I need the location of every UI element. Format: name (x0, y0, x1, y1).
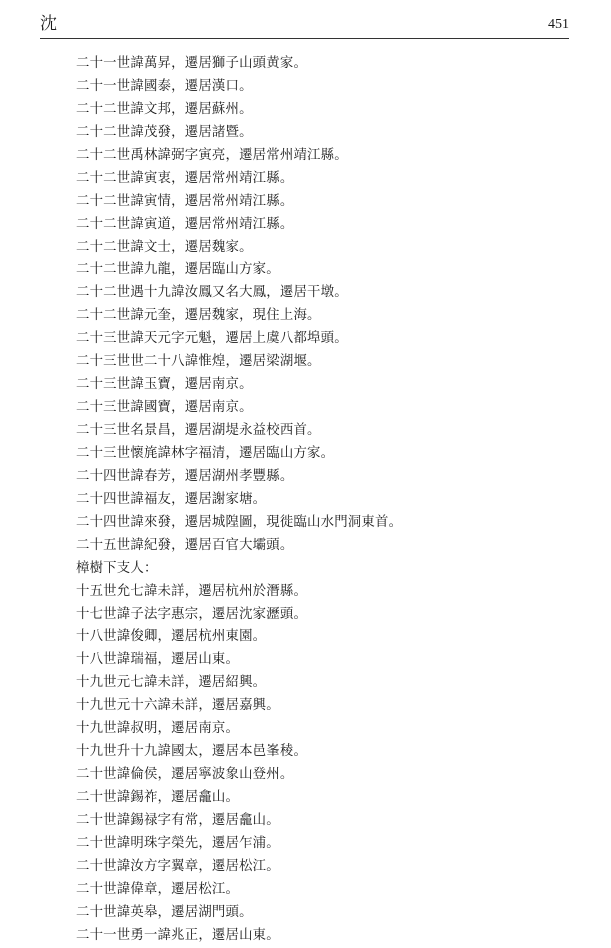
page-header (40, 12, 569, 38)
genealogy-entry: 十八世諱俊卿，遷居杭州東園。 (76, 629, 267, 645)
genealogy-entry: 二十世諱明珠字榮先，遷居乍浦。 (76, 835, 280, 851)
genealogy-entry: 二十三世諱玉寶，遷居南京。 (76, 377, 253, 393)
genealogy-entry: 二十世諱倫侯，遷居寧波象山登州。 (76, 767, 294, 783)
genealogy-entry: 二十二世諱寅衷，遷居常州靖江縣。 (76, 170, 294, 186)
genealogy-entry: 二十世諱汝方字翼章，遷居松江。 (76, 858, 280, 874)
genealogy-entry: 二十一世諱國泰，遷居漢口。 (76, 78, 253, 94)
genealogy-entry: 十九世元七諱未詳，遷居紹興。 (76, 675, 267, 691)
genealogy-entry: 二十三世諱國寶，遷居南京。 (76, 400, 253, 416)
genealogy-entry: 二十一世勇一諱兆正，遷居山東。 (76, 927, 280, 943)
genealogy-entry: 二十世諱錫禄字有常，遷居龕山。 (76, 812, 280, 828)
genealogy-entry: 二十二世禹林諱弼字寅亮，遷居常州靖江縣。 (76, 147, 348, 163)
genealogy-entry: 二十四世諱福友，遷居謝家塘。 (76, 491, 267, 507)
running-head-surname: 沈 (40, 14, 57, 34)
genealogy-entry: 二十五世諱紀發，遷居百官大壩頭。 (76, 537, 294, 553)
genealogy-entry: 二十三世諱天元字元魁，遷居上虞八都埠頭。 (76, 331, 348, 347)
genealogy-entry: 二十二世諱寅情，遷居常州靖江縣。 (76, 193, 294, 209)
genealogy-entry: 十九世元十六諱未詳，遷居嘉興。 (76, 698, 280, 714)
genealogy-entry-list (76, 53, 571, 948)
genealogy-entry: 十九世升十九諱國太，遷居本邑峯稜。 (76, 744, 308, 760)
genealogy-entry: 二十二世諱元奎，遷居魏家，現住上海。 (76, 308, 321, 324)
genealogy-entry: 二十二世諱文邦，遷居蘇州。 (76, 101, 253, 117)
genealogy-entry: 十五世允七諱未詳，遷居杭州於潛縣。 (76, 583, 308, 599)
genealogy-entry: 二十四世諱來發，遷居城隍圖，現徙臨山水門洞東首。 (76, 514, 403, 530)
genealogy-entry: 二十三世世二十八諱惟煌，遷居梁湖堰。 (76, 354, 321, 370)
section-heading: 樟樹下支人： (76, 560, 158, 576)
genealogy-entry: 二十世諱英皋，遷居湖門頭。 (76, 904, 253, 920)
genealogy-entry: 二十二世遇十九諱汝鳳又名大鳳，遷居干墩。 (76, 285, 348, 301)
genealogy-entry: 二十二世諱九龍，遷居臨山方家。 (76, 262, 280, 278)
genealogy-entry: 二十二世諱茂發，遷居諸暨。 (76, 124, 253, 140)
genealogy-entry: 二十世諱錫祚，遷居龕山。 (76, 790, 240, 805)
genealogy-entry: 二十二世諱寅道，遷居常州靖江縣。 (76, 216, 294, 232)
genealogy-entry: 十九世諱叔明，遷居南京。 (76, 721, 240, 737)
header-rule (40, 38, 569, 39)
genealogy-entry: 二十三世懷旄諱林字福清，遷居臨山方家。 (76, 445, 335, 461)
genealogy-entry: 二十一世諱萬昇，遷居獅子山頭黄家。 (76, 56, 308, 71)
genealogy-entry: 十八世諱瑞福，遷居山東。 (76, 652, 240, 668)
genealogy-entry: 二十四世諱春芳，遷居湖州孝豐縣。 (76, 468, 294, 484)
genealogy-entry: 二十二世諱文士，遷居魏家。 (76, 239, 253, 255)
genealogy-entry: 十七世諱子法字惠宗，遷居沈家瀝頭。 (76, 606, 308, 622)
genealogy-entry: 二十三世名景昌，遷居湖堤永益校西首。 (76, 423, 321, 438)
genealogy-entry: 二十世諱偉章，遷居松江。 (76, 881, 240, 897)
page-number: 451 (548, 17, 569, 32)
